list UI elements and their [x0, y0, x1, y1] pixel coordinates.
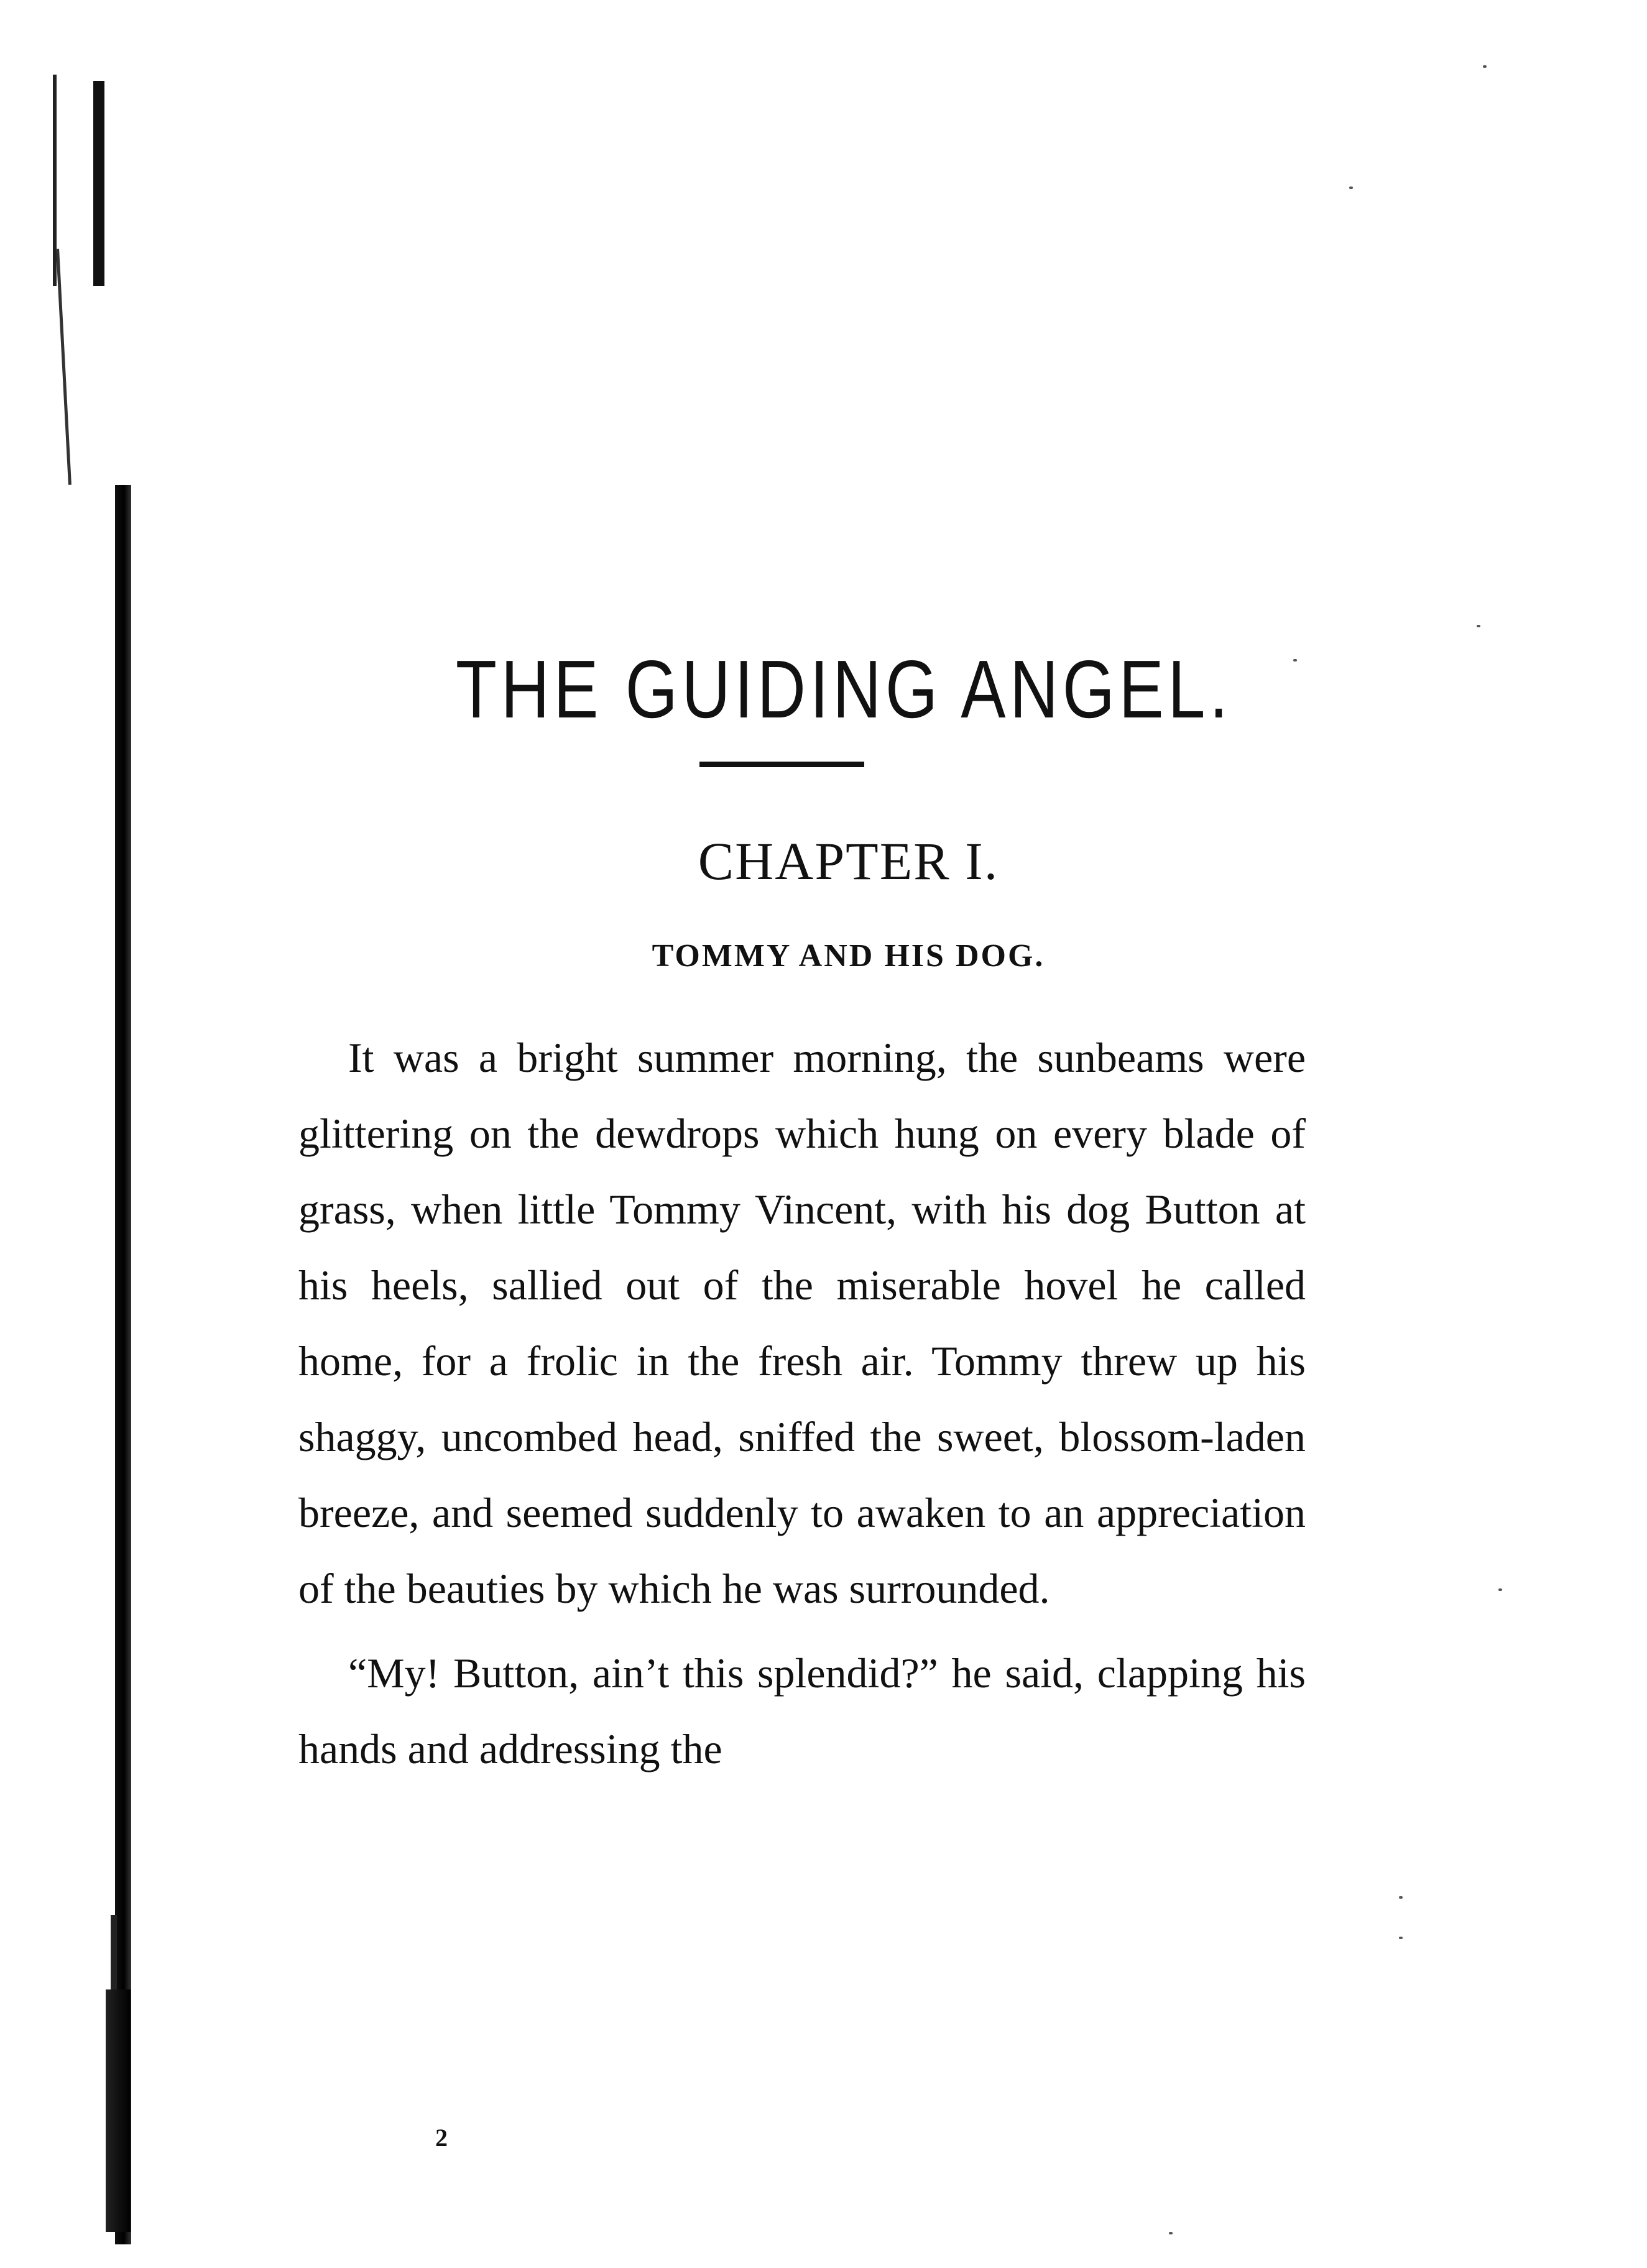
chapter-heading: CHAPTER I.	[698, 831, 999, 891]
scan-speck	[1399, 1896, 1403, 1899]
paragraph: “My! Button, ain’t this splendid?” he said, clapping his hands and addressing the	[298, 1649, 1306, 1772]
scan-speck	[1483, 65, 1487, 68]
book-title: THE GUIDING ANGEL.	[455, 643, 1232, 735]
signature-mark: 2	[435, 2124, 448, 2152]
chapter-body	[298, 1020, 1306, 1787]
binding-shadow	[115, 485, 131, 2244]
scan-speck	[1477, 625, 1480, 627]
binding-shadow-bottom	[106, 1989, 131, 2232]
paragraph: It was a bright summer morning, the sunbeams were glittering on the dewdrops which hung on every blade of grass, when little Tommy Vincent, with his dog Button at his heels, sallied out of the miserable hovel he called home, for a frolic in the fresh air. Tommy threw up his shaggy, uncombed head, sniffed the sweet, blossom-laden breeze, and seemed suddenly to awaken to an appreciation of the beauties by which he was surrounded.	[298, 1034, 1306, 1612]
title-rule	[699, 762, 864, 767]
scan-speck	[1498, 1588, 1502, 1591]
scan-edge-mark-2	[56, 249, 72, 485]
scan-speck	[1399, 1937, 1403, 1939]
scan-speck	[1169, 2232, 1173, 2234]
scan-speck	[1349, 187, 1353, 189]
scan-edge-shadow-top	[93, 81, 104, 286]
chapter-subtitle: TOMMY AND HIS DOG.	[652, 938, 1045, 974]
